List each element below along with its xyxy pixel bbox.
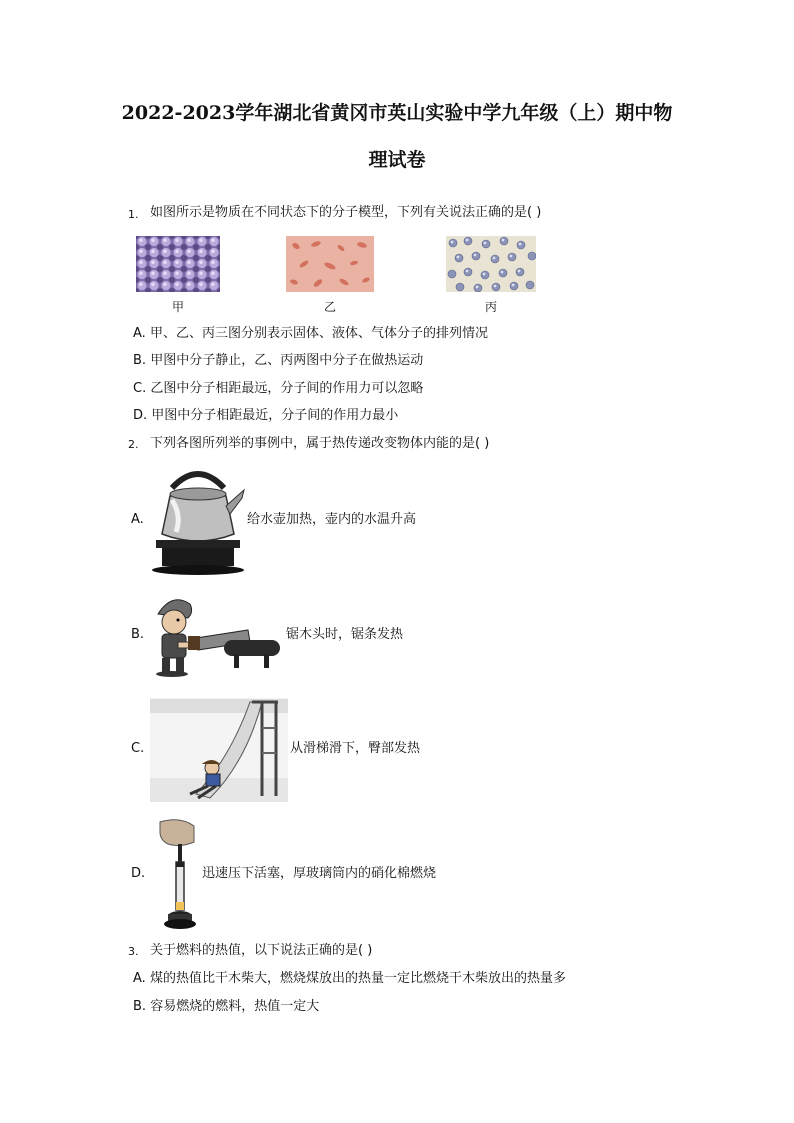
q1-option-d xyxy=(133,408,398,424)
question-1-stem: 如图所示是物质在不同状态下的分子模型，下列有关说法正确的是( ) xyxy=(150,205,542,220)
kettle-on-stove-icon xyxy=(150,466,246,576)
q1-option-c xyxy=(133,381,423,397)
figure-label-bing: 丙 xyxy=(484,300,497,314)
q2-option-d-text: 迅速压下活塞，厚玻璃筒内的硝化棉燃烧 xyxy=(202,866,437,881)
child-on-slide-icon xyxy=(150,698,288,802)
option-text: 乙图中分子相距最远，分子间的作用力可以忽略 xyxy=(150,381,424,396)
option-letter: D. xyxy=(133,408,148,423)
boy-sawing-wood-icon xyxy=(152,592,284,678)
question-3-number: 3. xyxy=(128,945,139,958)
figure-label-jia: 甲 xyxy=(171,300,184,314)
option-letter: C. xyxy=(133,381,147,396)
q2-option-b-text: 锯木头时，锯条发热 xyxy=(286,627,404,642)
option-text: 甲、乙、丙三图分别表示固体、液体、气体分子的排列情况 xyxy=(149,326,488,341)
q1-option-a xyxy=(133,326,488,342)
question-3-stem: 关于燃料的热值，以下说法正确的是( ) xyxy=(150,943,373,958)
question-2-stem: 下列各图所列举的事例中，属于热传递改变物体内能的是( ) xyxy=(150,436,490,451)
q2-option-a-text: 给水壶加热，壶内的水温升高 xyxy=(247,512,417,527)
figure-label-yi: 乙 xyxy=(323,300,336,314)
q1-option-b xyxy=(133,353,423,369)
exam-title-line2: 理试卷 xyxy=(368,149,426,171)
option-text: 煤的热值比干木柴大，燃烧煤放出的热量一定比燃烧干木柴放出的热量多 xyxy=(149,971,566,986)
question-1-number: 1. xyxy=(128,208,139,221)
q3-option-a xyxy=(133,971,566,987)
piston-glass-tube-icon xyxy=(150,818,198,932)
q2-option-c-text: 从滑梯滑下，臀部发热 xyxy=(290,741,421,756)
option-text: 甲图中分子相距最近，分子间的作用力最小 xyxy=(151,408,399,423)
exam-title-line1: 2022-2023学年湖北省黄冈市英山实验中学九年级（上）期中物 xyxy=(121,102,673,124)
q2-option-c-letter: C. xyxy=(131,741,145,756)
option-text: 甲图中分子静止，乙、丙两图中分子在做热运动 xyxy=(150,353,424,368)
solid-molecule-figure xyxy=(136,236,220,292)
option-letter: A. xyxy=(133,326,146,341)
option-letter: A. xyxy=(133,971,146,986)
q2-option-b-letter: B. xyxy=(131,627,145,642)
q2-option-a-letter: A. xyxy=(131,512,144,527)
option-letter: B. xyxy=(133,353,147,368)
option-letter: B. xyxy=(133,999,147,1014)
question-2-number: 2. xyxy=(128,438,139,451)
q2-option-d-letter: D. xyxy=(131,866,146,881)
liquid-molecule-figure xyxy=(286,236,374,292)
gas-molecule-figure xyxy=(446,236,536,292)
q3-option-b xyxy=(133,999,319,1015)
option-text: 容易燃烧的燃料，热值一定大 xyxy=(150,999,320,1014)
